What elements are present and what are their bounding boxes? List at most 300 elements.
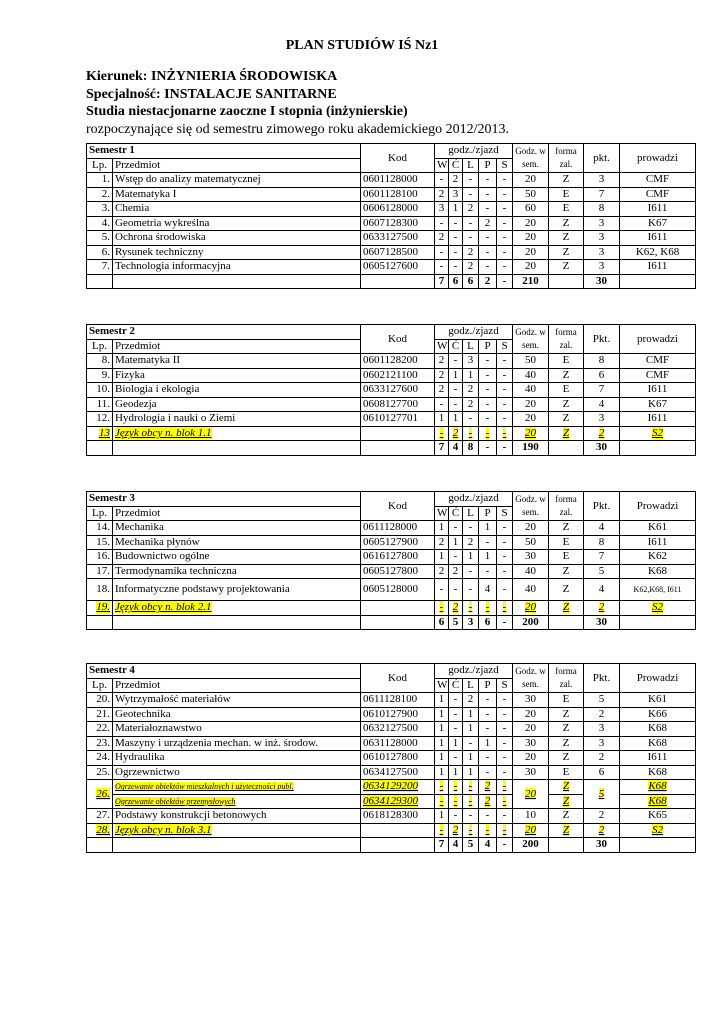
cell-value: 1 bbox=[435, 765, 449, 780]
cell-kod: 0634127500 bbox=[361, 765, 435, 780]
cell-lp: 28. bbox=[87, 823, 113, 838]
cell-lp: 11. bbox=[87, 397, 113, 412]
cell-value: 2 bbox=[449, 426, 463, 441]
sum-value: 8 bbox=[463, 441, 479, 456]
cell-value: - bbox=[497, 202, 513, 217]
table-row bbox=[87, 216, 696, 231]
cell-lp: 1. bbox=[87, 173, 113, 188]
col-przedmiot-header: Przedmiot bbox=[113, 158, 361, 173]
cell-value: - bbox=[497, 397, 513, 412]
cell-value: 4 bbox=[584, 579, 620, 601]
cell-value: 2 bbox=[584, 707, 620, 722]
cell-value: - bbox=[435, 173, 449, 188]
cell-value: 1 bbox=[449, 535, 463, 550]
cell-value: - bbox=[449, 216, 463, 231]
cell-przedmiot: Geometria wykreślna bbox=[113, 216, 361, 231]
cell-value: 4 bbox=[584, 397, 620, 412]
table-row bbox=[87, 245, 696, 260]
col-pkt-header: Pkt. bbox=[584, 325, 620, 354]
table-row bbox=[87, 354, 696, 369]
cell-value: 2 bbox=[463, 535, 479, 550]
sum-value: 5 bbox=[463, 838, 479, 853]
cell-lp: 5. bbox=[87, 231, 113, 246]
col-S-header: S bbox=[497, 678, 513, 693]
table-row bbox=[87, 368, 696, 383]
cell-value: - bbox=[449, 521, 463, 536]
col-L-header: L bbox=[463, 339, 479, 354]
cell-value: E bbox=[549, 354, 584, 369]
table-row bbox=[87, 707, 696, 722]
table-row bbox=[87, 564, 696, 579]
cell-value: - bbox=[449, 693, 463, 708]
cell-value: - bbox=[463, 521, 479, 536]
cell-kod: 0610127800 bbox=[361, 751, 435, 766]
cell-empty bbox=[113, 615, 361, 630]
cell-value: 3 bbox=[449, 187, 463, 202]
cell-value: - bbox=[435, 780, 449, 795]
specialization: Specjalność: INSTALACJE SANITARNE bbox=[86, 86, 337, 102]
cell-value: - bbox=[479, 187, 497, 202]
cell-lp: 22. bbox=[87, 722, 113, 737]
table-row bbox=[87, 397, 696, 412]
col-S-header: S bbox=[497, 339, 513, 354]
cell-value: - bbox=[497, 173, 513, 188]
cell-value: I611 bbox=[620, 535, 696, 550]
col-P-header: P bbox=[479, 158, 497, 173]
cell-value: - bbox=[449, 751, 463, 766]
cell-lp: 7. bbox=[87, 260, 113, 275]
cell-przedmiot: Język obcy n. blok 3.1 bbox=[113, 823, 361, 838]
cell-value: 1 bbox=[435, 722, 449, 737]
cell-value: CMF bbox=[620, 368, 696, 383]
cell-value: 20 bbox=[513, 231, 549, 246]
cell-empty bbox=[620, 615, 696, 630]
cell-value: K62,K68, I611 bbox=[620, 579, 696, 601]
cell-value: I611 bbox=[620, 383, 696, 398]
cell-empty bbox=[620, 274, 696, 289]
cell-empty bbox=[87, 615, 113, 630]
cell-value: 20 bbox=[513, 823, 549, 838]
cell-value: - bbox=[479, 354, 497, 369]
col-L-header: L bbox=[463, 158, 479, 173]
cell-value: Z bbox=[549, 231, 584, 246]
sum-value: 6 bbox=[463, 274, 479, 289]
cell-value: 2 bbox=[479, 780, 497, 795]
sum-value: 7 bbox=[435, 274, 449, 289]
cell-value: 20 bbox=[513, 260, 549, 275]
cell-value: - bbox=[449, 231, 463, 246]
cell-value: - bbox=[463, 780, 479, 795]
cell-value: 2 bbox=[435, 564, 449, 579]
cell-empty bbox=[549, 615, 584, 630]
cell-value: 1 bbox=[463, 550, 479, 565]
cell-value: - bbox=[497, 354, 513, 369]
sum-pkt: 30 bbox=[584, 838, 620, 853]
semester-2-table bbox=[86, 324, 696, 456]
cell-empty bbox=[361, 615, 435, 630]
cell-value: - bbox=[449, 260, 463, 275]
cell-value: - bbox=[497, 564, 513, 579]
sum-pkt: 30 bbox=[584, 274, 620, 289]
cell-value: - bbox=[479, 751, 497, 766]
cell-value: Z bbox=[549, 564, 584, 579]
cell-value: - bbox=[497, 809, 513, 824]
cell-value: I611 bbox=[620, 231, 696, 246]
table-row bbox=[87, 722, 696, 737]
program-header bbox=[86, 68, 509, 138]
cell-value: 30 bbox=[513, 693, 549, 708]
cell-value: - bbox=[435, 397, 449, 412]
cell-value: 2 bbox=[435, 231, 449, 246]
cell-lp: 3. bbox=[87, 202, 113, 217]
table-row bbox=[87, 579, 696, 601]
cell-value: Z bbox=[549, 245, 584, 260]
table-row bbox=[87, 550, 696, 565]
cell-value: 3 bbox=[584, 245, 620, 260]
cell-forma: Z bbox=[549, 794, 584, 809]
cell-prowadzi: K68 bbox=[620, 780, 696, 795]
cell-empty bbox=[361, 838, 435, 853]
cell-value: 2 bbox=[435, 354, 449, 369]
cell-przedmiot: Ogrzewanie obiektów mieszkalnych i użyteczności publ. bbox=[113, 780, 361, 795]
table-row bbox=[87, 809, 696, 824]
cell-value: - bbox=[497, 722, 513, 737]
cell-value: - bbox=[449, 809, 463, 824]
col-P-header: P bbox=[479, 339, 497, 354]
cell-godz-sem: 20 bbox=[513, 780, 549, 809]
cell-value: Z bbox=[549, 823, 584, 838]
cell-empty bbox=[361, 274, 435, 289]
cell-value: 20 bbox=[513, 245, 549, 260]
sum-value: 2 bbox=[479, 274, 497, 289]
table-row bbox=[87, 260, 696, 275]
cell-lp: 17. bbox=[87, 564, 113, 579]
cell-value: - bbox=[479, 397, 497, 412]
cell-value: 2 bbox=[449, 601, 463, 616]
cell-kod bbox=[361, 823, 435, 838]
cell-value: 20 bbox=[513, 521, 549, 536]
cell-lp: 10. bbox=[87, 383, 113, 398]
cell-value: 1 bbox=[435, 809, 449, 824]
cell-lp: 4. bbox=[87, 216, 113, 231]
cell-value: Z bbox=[549, 521, 584, 536]
cell-value: 40 bbox=[513, 579, 549, 601]
cell-value: 1 bbox=[449, 368, 463, 383]
cell-value: - bbox=[497, 368, 513, 383]
cell-value: - bbox=[463, 579, 479, 601]
sum-value: 6 bbox=[479, 615, 497, 630]
cell-value: - bbox=[435, 426, 449, 441]
cell-lp: 19. bbox=[87, 601, 113, 616]
field-of-study: Kierunek: INŻYNIERIA ŚRODOWISKA bbox=[86, 69, 338, 84]
cell-value: - bbox=[435, 823, 449, 838]
cell-value: Z bbox=[549, 260, 584, 275]
cell-przedmiot: Materiałoznawstwo bbox=[113, 722, 361, 737]
cell-value: - bbox=[497, 245, 513, 260]
cell-value: 20 bbox=[513, 216, 549, 231]
col-C-header: Ć bbox=[449, 158, 463, 173]
cell-value: 2 bbox=[435, 187, 449, 202]
col-lp-header: Lp. bbox=[87, 678, 113, 693]
cell-przedmiot: Termodynamika techniczna bbox=[113, 564, 361, 579]
sum-value: - bbox=[497, 274, 513, 289]
cell-value: - bbox=[479, 426, 497, 441]
col-prowadzi-header: Prowadzi bbox=[620, 664, 696, 693]
cell-value: - bbox=[497, 426, 513, 441]
cell-value: - bbox=[449, 550, 463, 565]
cell-value: E bbox=[549, 202, 584, 217]
cell-value: - bbox=[479, 202, 497, 217]
cell-value: Z bbox=[549, 736, 584, 751]
cell-kod: 0616127800 bbox=[361, 550, 435, 565]
col-forma-header: forma zal. bbox=[549, 144, 584, 173]
cell-value: - bbox=[435, 260, 449, 275]
cell-value: 3 bbox=[463, 354, 479, 369]
semester-title: Semestr 1 bbox=[87, 144, 361, 159]
cell-value: Z bbox=[549, 397, 584, 412]
cell-kod: 0601128000 bbox=[361, 173, 435, 188]
cell-value: 2 bbox=[584, 823, 620, 838]
cell-pkt: 5 bbox=[584, 780, 620, 809]
cell-value: - bbox=[435, 216, 449, 231]
table-row bbox=[87, 601, 696, 616]
cell-value: E bbox=[549, 535, 584, 550]
cell-forma: Z bbox=[549, 780, 584, 795]
cell-value: E bbox=[549, 187, 584, 202]
table-row bbox=[87, 535, 696, 550]
cell-value: 1 bbox=[435, 521, 449, 536]
cell-value: I611 bbox=[620, 412, 696, 427]
sum-value: - bbox=[497, 838, 513, 853]
cell-value: 60 bbox=[513, 202, 549, 217]
cell-kod: 0607128500 bbox=[361, 245, 435, 260]
cell-value: - bbox=[479, 601, 497, 616]
cell-value: 1 bbox=[463, 751, 479, 766]
cell-prowadzi: K68 bbox=[620, 794, 696, 809]
cell-kod: 0633127500 bbox=[361, 231, 435, 246]
cell-value: - bbox=[497, 412, 513, 427]
sum-value: 6 bbox=[435, 615, 449, 630]
cell-value: 5 bbox=[584, 564, 620, 579]
cell-value: 1 bbox=[463, 765, 479, 780]
cell-przedmiot: Ochrona środowiska bbox=[113, 231, 361, 246]
col-pkt-header: Pkt. bbox=[584, 492, 620, 521]
cell-value: 40 bbox=[513, 368, 549, 383]
col-forma-header: forma zal. bbox=[549, 325, 584, 354]
cell-value: - bbox=[463, 231, 479, 246]
col-pkt-header: Pkt. bbox=[584, 664, 620, 693]
cell-value: - bbox=[497, 260, 513, 275]
cell-value: I611 bbox=[620, 260, 696, 275]
cell-value: 1 bbox=[449, 736, 463, 751]
cell-value: - bbox=[497, 521, 513, 536]
cell-value: Z bbox=[549, 809, 584, 824]
cell-value: 50 bbox=[513, 187, 549, 202]
table-row bbox=[87, 412, 696, 427]
cell-value: 2 bbox=[463, 383, 479, 398]
cell-value: - bbox=[497, 601, 513, 616]
cell-value: K65 bbox=[620, 809, 696, 824]
cell-value: Z bbox=[549, 707, 584, 722]
cell-przedmiot: Wstęp do analizy matematycznej bbox=[113, 173, 361, 188]
cell-value: 1 bbox=[479, 521, 497, 536]
sum-value: 4 bbox=[449, 441, 463, 456]
cell-value: Z bbox=[549, 722, 584, 737]
cell-value: - bbox=[479, 823, 497, 838]
sum-value: 3 bbox=[463, 615, 479, 630]
table-row bbox=[87, 187, 696, 202]
cell-value: 7 bbox=[584, 550, 620, 565]
cell-value: 1 bbox=[449, 412, 463, 427]
col-przedmiot-header: Przedmiot bbox=[113, 339, 361, 354]
cell-kod: 0601128200 bbox=[361, 354, 435, 369]
cell-value: - bbox=[463, 809, 479, 824]
cell-kod: 0605127600 bbox=[361, 260, 435, 275]
cell-value: 3 bbox=[584, 260, 620, 275]
cell-przedmiot: Ogrzewnictwo bbox=[113, 765, 361, 780]
cell-value: Z bbox=[549, 601, 584, 616]
cell-value: Z bbox=[549, 216, 584, 231]
semester-title: Semestr 2 bbox=[87, 325, 361, 340]
cell-empty bbox=[113, 441, 361, 456]
cell-kod: 0632127500 bbox=[361, 722, 435, 737]
cell-value: S2 bbox=[620, 601, 696, 616]
cell-value: 2 bbox=[463, 202, 479, 217]
cell-value: 3 bbox=[584, 722, 620, 737]
cell-value: 2 bbox=[449, 823, 463, 838]
cell-value: - bbox=[435, 794, 449, 809]
cell-value: Z bbox=[549, 579, 584, 601]
cell-value: - bbox=[497, 216, 513, 231]
cell-value: 8 bbox=[584, 202, 620, 217]
col-godz-zjazd-header: godz./zjazd bbox=[435, 492, 513, 507]
cell-kod: 0611128000 bbox=[361, 521, 435, 536]
cell-value: 50 bbox=[513, 354, 549, 369]
col-W-header: W bbox=[435, 158, 449, 173]
cell-kod: 0611128100 bbox=[361, 693, 435, 708]
cell-value: - bbox=[449, 245, 463, 260]
col-S-header: S bbox=[497, 158, 513, 173]
col-godz-zjazd-header: godz./zjazd bbox=[435, 144, 513, 159]
cell-value: - bbox=[497, 765, 513, 780]
cell-value: 1 bbox=[463, 722, 479, 737]
col-prowadzi-header: prowadzi bbox=[620, 325, 696, 354]
cell-value: - bbox=[497, 780, 513, 795]
col-forma-header: forma zal. bbox=[549, 664, 584, 693]
cell-value: - bbox=[463, 794, 479, 809]
cell-value: 20 bbox=[513, 173, 549, 188]
col-W-header: W bbox=[435, 506, 449, 521]
cell-value: S2 bbox=[620, 823, 696, 838]
cell-value: CMF bbox=[620, 173, 696, 188]
cell-value: K67 bbox=[620, 216, 696, 231]
sum-value: 4 bbox=[449, 838, 463, 853]
cell-value: - bbox=[479, 707, 497, 722]
sum-value: 6 bbox=[449, 274, 463, 289]
cell-value: 1 bbox=[435, 707, 449, 722]
sum-value: - bbox=[497, 615, 513, 630]
table-row bbox=[87, 521, 696, 536]
col-W-header: W bbox=[435, 339, 449, 354]
table-row bbox=[87, 823, 696, 838]
cell-value: 2 bbox=[449, 564, 463, 579]
cell-value: - bbox=[463, 216, 479, 231]
sum-value: 5 bbox=[449, 615, 463, 630]
table-row bbox=[87, 173, 696, 188]
cell-value: K68 bbox=[620, 722, 696, 737]
col-C-header: Ć bbox=[449, 506, 463, 521]
cell-value: K67 bbox=[620, 397, 696, 412]
cell-przedmiot: Geodezja bbox=[113, 397, 361, 412]
cell-value: - bbox=[435, 579, 449, 601]
cell-empty bbox=[87, 441, 113, 456]
cell-value: - bbox=[479, 260, 497, 275]
cell-value: 1 bbox=[449, 202, 463, 217]
col-C-header: Ć bbox=[449, 678, 463, 693]
semester-title: Semestr 3 bbox=[87, 492, 361, 507]
cell-value: Z bbox=[549, 368, 584, 383]
cell-value: 1 bbox=[435, 751, 449, 766]
col-lp-header: Lp. bbox=[87, 506, 113, 521]
col-godz-sem-header: Godz. w sem. bbox=[513, 664, 549, 693]
cell-value: 1 bbox=[479, 736, 497, 751]
cell-value: - bbox=[497, 187, 513, 202]
cell-empty bbox=[620, 838, 696, 853]
cell-value: 4 bbox=[584, 521, 620, 536]
table-row bbox=[87, 693, 696, 708]
table-row bbox=[87, 426, 696, 441]
cell-value: - bbox=[479, 765, 497, 780]
cell-przedmiot: Technologia informacyjna bbox=[113, 260, 361, 275]
cell-value: I611 bbox=[620, 202, 696, 217]
cell-value: 20 bbox=[513, 397, 549, 412]
col-kod-header: Kod bbox=[361, 664, 435, 693]
cell-value: - bbox=[449, 780, 463, 795]
cell-value: 3 bbox=[584, 173, 620, 188]
col-pkt-header: pkt. bbox=[584, 144, 620, 173]
cell-value: - bbox=[497, 383, 513, 398]
cell-value: - bbox=[463, 187, 479, 202]
col-lp-header: Lp. bbox=[87, 339, 113, 354]
cell-value: - bbox=[449, 354, 463, 369]
cell-lp: 12. bbox=[87, 412, 113, 427]
cell-value: - bbox=[463, 601, 479, 616]
cell-value: - bbox=[479, 693, 497, 708]
cell-value: 5 bbox=[584, 693, 620, 708]
cell-value: 3 bbox=[584, 412, 620, 427]
cell-empty bbox=[361, 441, 435, 456]
study-mode: Studia niestacjonarne zaoczne I stopnia (inżynierskie) bbox=[86, 104, 408, 119]
cell-value: 6 bbox=[584, 368, 620, 383]
cell-value: - bbox=[497, 751, 513, 766]
cell-kod: 0605127900 bbox=[361, 535, 435, 550]
cell-value: 7 bbox=[584, 187, 620, 202]
cell-value: 1 bbox=[435, 693, 449, 708]
sum-pkt: 30 bbox=[584, 441, 620, 456]
col-godz-sem-header: Godz. w sem. bbox=[513, 492, 549, 521]
cell-value: K68 bbox=[620, 765, 696, 780]
cell-value: - bbox=[449, 794, 463, 809]
cell-empty bbox=[113, 274, 361, 289]
cell-value: - bbox=[479, 412, 497, 427]
cell-value: - bbox=[497, 794, 513, 809]
col-C-header: Ć bbox=[449, 339, 463, 354]
sum-godz-sem: 190 bbox=[513, 441, 549, 456]
col-prowadzi-header: Prowadzi bbox=[620, 492, 696, 521]
cell-value: 1 bbox=[435, 550, 449, 565]
cell-value: Z bbox=[549, 751, 584, 766]
sum-row bbox=[87, 615, 696, 630]
